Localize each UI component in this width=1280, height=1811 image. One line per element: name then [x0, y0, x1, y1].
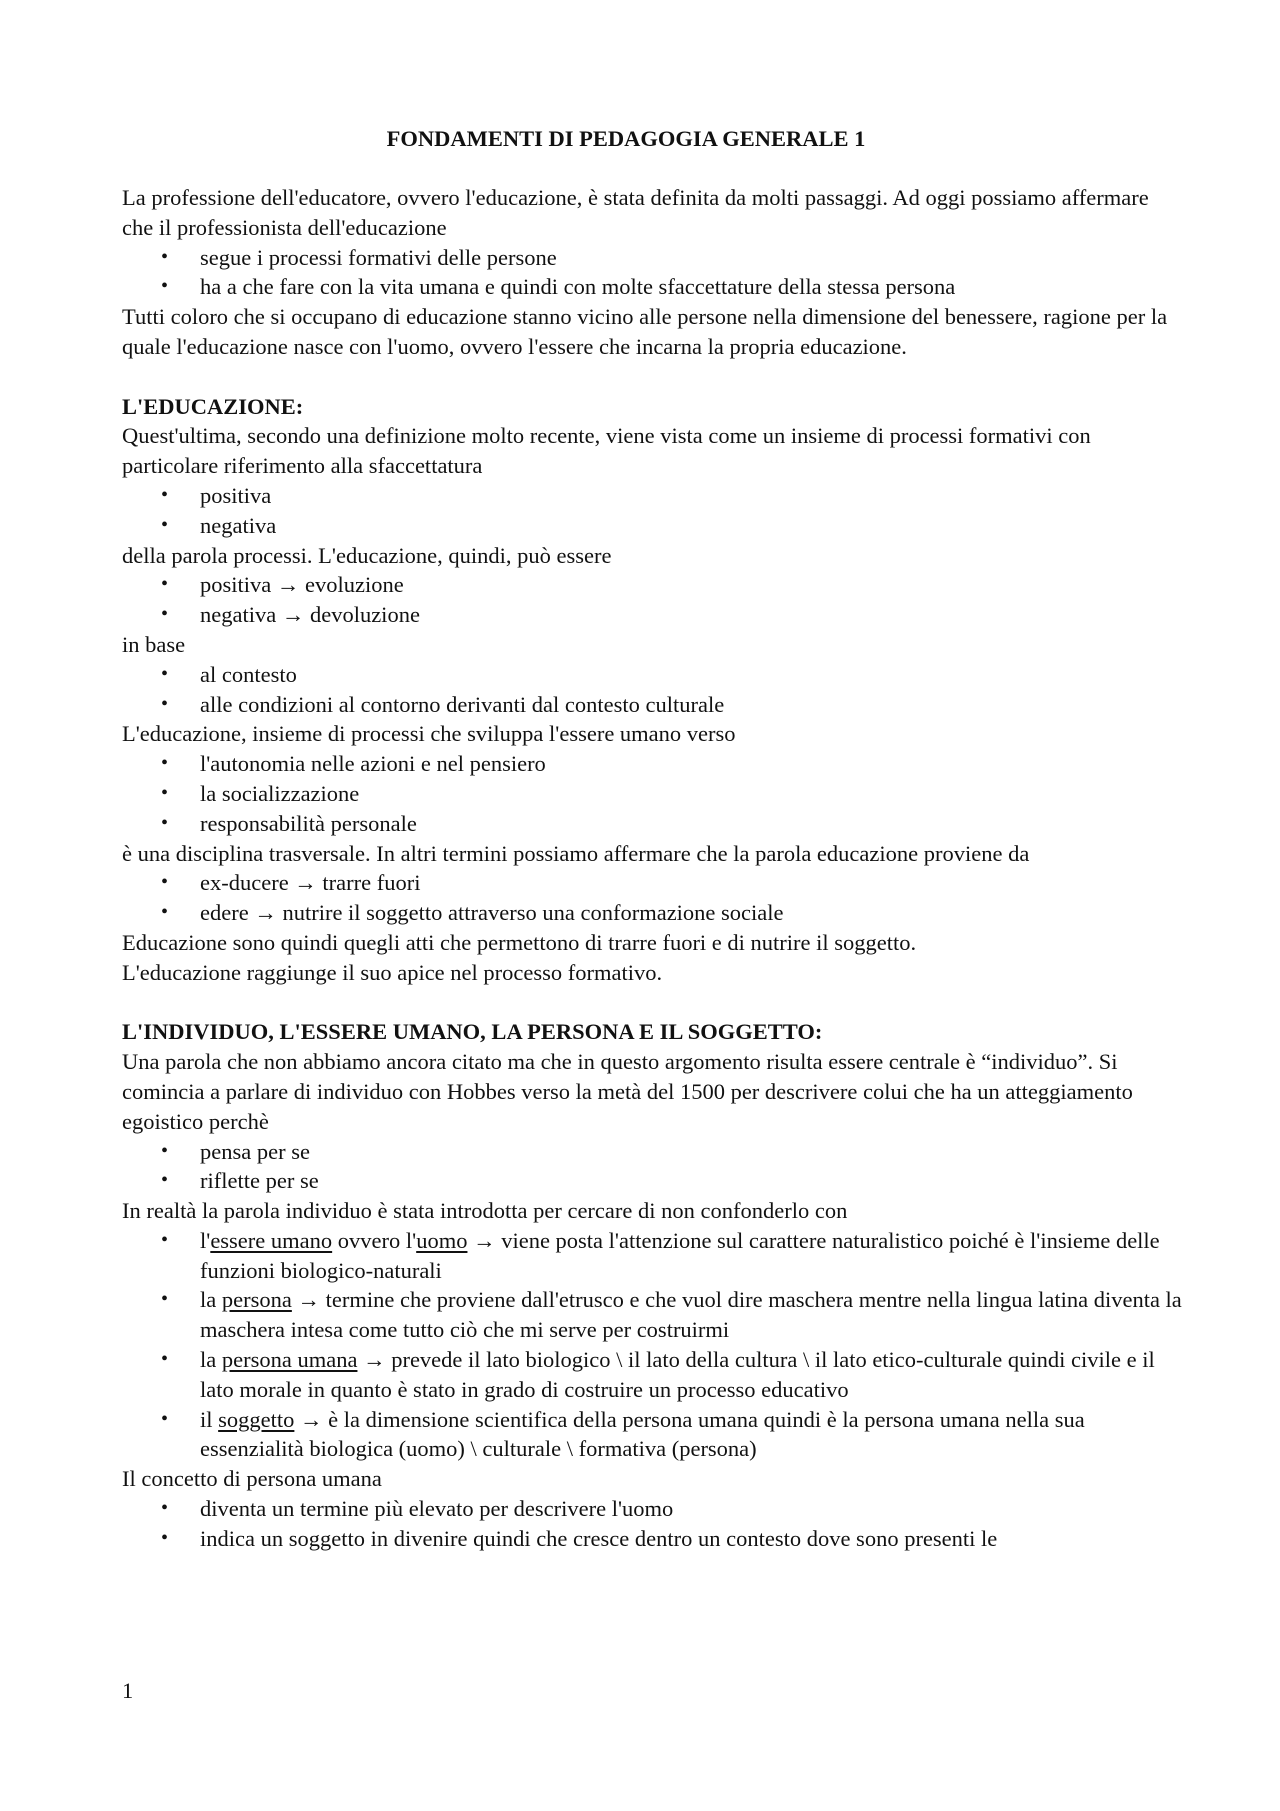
bullet-list: [122, 660, 1182, 720]
list-item: • la persona umana → prevede il lato biologico \ il lato della cultura \ il lato etico-culturale quindi civile e il lato morale in quanto è stato in grado di costruire un processo educativo: [161, 1347, 1155, 1402]
list-item: • pensa per se: [122, 1137, 1182, 1167]
list-item: • la persona → termine che proviene dall'etrusco e che vuol dire maschera mentre nella lingua latina diventa la maschera intesa come tutto ciò che mi serve per costruirmi: [161, 1287, 1182, 1343]
paragraph: L'educazione raggiunge il suo apice nel processo formativo.: [122, 959, 663, 985]
spacer: [122, 988, 1182, 1018]
paragraph: Quest'ultima, secondo una definizione molto recente, viene vista come un insieme di processi formativi con particolare riferimento alla sfaccettatura: [122, 423, 1091, 479]
bullet-icon: •: [161, 573, 169, 596]
intro-paragraph-2: Tutti coloro che si occupano di educazione stanno vicino alle persone nella dimensione del benessere, ragione per la quale l'educazione nasce con l'uomo, ovvero l'essere che incarna la propria educazione.: [122, 304, 1168, 359]
bullet-list: [122, 481, 1182, 541]
bullet-list: [122, 1226, 1182, 1464]
underlined-term: essere umano: [210, 1227, 333, 1253]
bullet-icon: •: [161, 1407, 169, 1430]
list-item: • segue i processi formativi delle persone: [122, 243, 1182, 273]
bullet-icon: •: [161, 1139, 169, 1162]
list-item: • positiva → evoluzione: [122, 570, 1182, 600]
bullet-icon: •: [161, 692, 169, 715]
bullet-icon: •: [161, 752, 169, 775]
list-item: • negativa → devoluzione: [122, 600, 1182, 630]
list-item: • edere → nutrire il soggetto attraverso una conformazione sociale: [122, 898, 1182, 928]
bullet-icon: •: [161, 603, 169, 626]
list-item: • l'autonomia nelle azioni e nel pensiero: [122, 749, 1182, 779]
list-item: • ha a che fare con la vita umana e quindi con molte sfaccettature della stessa persona: [122, 272, 1182, 302]
intro-paragraph-1: La professione dell'educatore, ovvero l'educazione, è stata definita da molti passaggi. Ad oggi possiamo affermare che il professionista dell'educazione: [122, 185, 1149, 240]
document-title: FONDAMENTI DI PEDAGOGIA GENERALE 1: [386, 126, 866, 151]
paragraph: In realtà la parola individuo è stata introdotta per cercare di non confonderlo con: [122, 1198, 848, 1224]
bullet-icon: •: [161, 811, 169, 834]
bullet-list: [122, 868, 1182, 928]
bullet-list: [122, 1137, 1182, 1197]
bullet-icon: •: [161, 1526, 169, 1549]
bullet-icon: •: [161, 1169, 169, 1192]
bullet-icon: •: [161, 1497, 169, 1520]
paragraph: è una disciplina trasversale. In altri termini possiamo affermare che la parola educazione proviene da: [122, 840, 1030, 866]
underlined-term: persona umana: [221, 1347, 358, 1373]
intro-bullet-list: [122, 243, 1182, 303]
bullet-list: [122, 1494, 1182, 1554]
list-item: • responsabilità personale: [122, 809, 1182, 839]
bullet-icon: •: [161, 483, 169, 506]
section-heading-individuo: L'INDIVIDUO, L'ESSERE UMANO, LA PERSONA E IL SOGGETTO:: [122, 1019, 823, 1045]
paragraph: Il concetto di persona umana: [122, 1466, 382, 1492]
underlined-term: uomo: [416, 1227, 468, 1253]
list-item: • l'essere umano ovvero l'uomo → viene posta l'attenzione sul carattere naturalistico poiché è l'insieme delle funzioni biologico-naturali: [161, 1227, 1160, 1283]
paragraph: della parola processi. L'educazione, quindi, può essere: [122, 542, 612, 568]
list-item: • il soggetto → è la dimensione scientifica della persona umana quindi è la persona umana nella sua essenzialità biologica (uomo) \ culturale \ formativa (persona): [161, 1406, 1085, 1462]
bullet-icon: •: [161, 871, 169, 894]
list-item: • negativa: [122, 511, 1182, 541]
bullet-icon: •: [161, 513, 169, 536]
bullet-icon: •: [161, 901, 169, 924]
bullet-icon: •: [161, 1228, 169, 1251]
bullet-icon: •: [161, 245, 169, 268]
spacer: [122, 362, 1182, 392]
bullet-list: [122, 749, 1182, 838]
bullet-list: [122, 570, 1182, 630]
bullet-icon: •: [161, 662, 169, 685]
list-item: • indica un soggetto in divenire quindi che cresce dentro un contesto dove sono presenti le: [122, 1524, 1182, 1554]
list-item: • ex-ducere → trarre fuori: [122, 868, 1182, 898]
bullet-icon: •: [161, 781, 169, 804]
paragraph: Una parola che non abbiamo ancora citato ma che in questo argomento risulta essere centrale è “individuo”. Si comincia a parlare di individuo con Hobbes verso la metà del 1500 per descrivere colui che ha un atteggiamento egoistico perchè: [122, 1049, 1133, 1134]
underlined-term: soggetto: [218, 1406, 295, 1432]
list-item: • diventa un termine più elevato per descrivere l'uomo: [122, 1494, 1182, 1524]
document-body: [122, 183, 1182, 1554]
section-heading-educazione: L'EDUCAZIONE:: [122, 393, 304, 419]
bullet-icon: •: [161, 1288, 169, 1311]
underlined-term: persona: [221, 1287, 292, 1313]
paragraph: Educazione sono quindi quegli atti che permettono di trarre fuori e di nutrire il soggetto.: [122, 929, 917, 955]
list-item: • la socializzazione: [122, 779, 1182, 809]
page-number: 1: [122, 1678, 134, 1703]
bullet-icon: •: [161, 1348, 169, 1371]
bullet-icon: •: [161, 275, 169, 298]
list-item: • riflette per se: [122, 1166, 1182, 1196]
paragraph: in base: [122, 631, 186, 657]
list-item: • alle condizioni al contorno derivanti dal contesto culturale: [122, 690, 1182, 720]
list-item: • al contesto: [122, 660, 1182, 690]
list-item: • positiva: [122, 481, 1182, 511]
paragraph: L'educazione, insieme di processi che sviluppa l'essere umano verso: [122, 721, 736, 747]
